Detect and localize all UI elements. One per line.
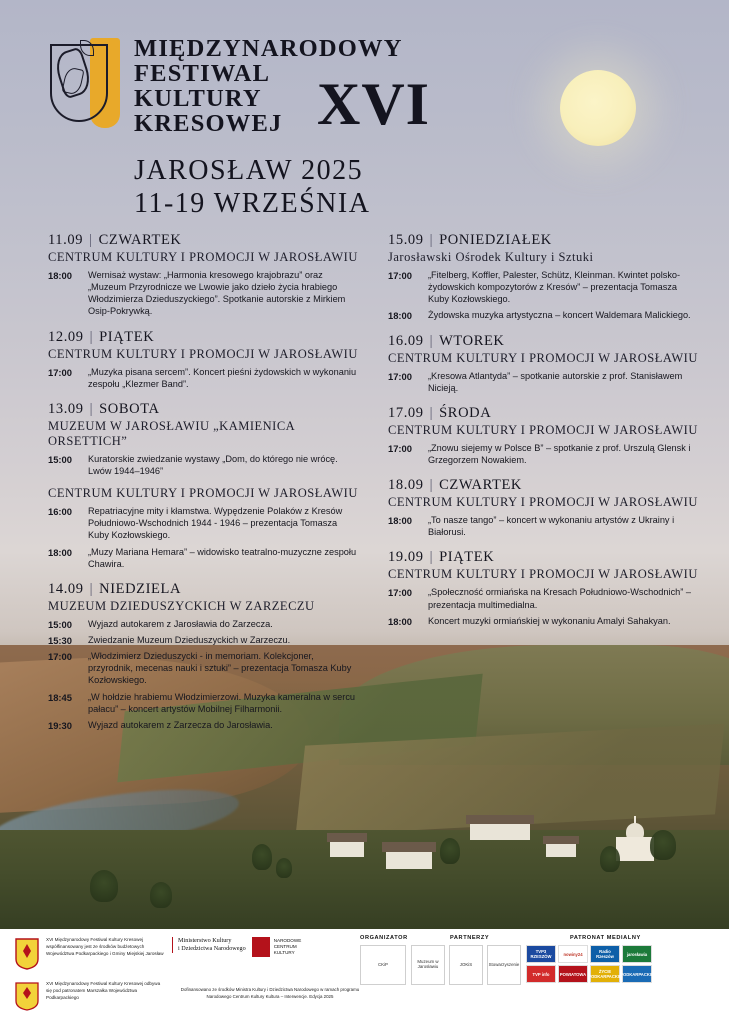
program-day-header <box>48 581 358 598</box>
program-event-time: 17:00 <box>388 370 412 382</box>
program-event <box>388 370 698 394</box>
city-and-dates <box>134 154 370 220</box>
program-event-description: „Znowu siejemy w Polsce B” – spotkanie z prof. Urszulą Glensk i Grzegorzem Nowakiem. <box>428 442 691 465</box>
program-event-time: 19:30 <box>48 719 72 731</box>
program-event <box>48 453 358 477</box>
program-venue: CENTRUM KULTURY I PROMOCJI W JAROSŁAWIU <box>48 346 358 361</box>
funding-note-1: XVI Międzynarodowy Festiwal Kultury Kresowej współfinansowany jest ze środków budżetowych Województwa Podkarpackiego i Gminy Miejskiej Jarosław <box>46 937 164 956</box>
program-day-weekday: PIĄTEK <box>99 328 155 345</box>
program-day <box>388 232 698 322</box>
program-event-description: „W hołdzie hrabiemu Włodzimierzowi. Muzyka kameralna w sercu pałacu” – koncert artystów Mobilnej Filharmonii. <box>88 691 356 714</box>
program-event <box>388 586 698 610</box>
program-event-time: 15:30 <box>48 634 72 646</box>
program-day <box>388 477 698 538</box>
program-event <box>388 269 698 305</box>
program-event-time: 18:00 <box>48 546 72 558</box>
program-event-time: 18:00 <box>48 270 72 281</box>
program-day-header <box>388 549 698 566</box>
program-day-weekday: CZWARTEK <box>439 477 523 494</box>
program-day-date: 15.09 <box>388 232 424 248</box>
program-event <box>48 618 358 630</box>
program-event-description: Kuratorskie zwiedzanie wystawy „Dom, do którego nie wrócę. Lwów 1944–1946” <box>88 453 338 476</box>
program-venue: CENTRUM KULTURY I PROMOCJI W JAROSŁAWIU <box>388 567 698 582</box>
program-event-time: 17:00 <box>48 651 72 663</box>
marshal-coat-of-arms-icon <box>14 981 40 1015</box>
media-patronage-heading: PATRONAT MEDIALNY <box>570 935 641 941</box>
program-day-weekday: NIEDZIELA <box>99 580 182 597</box>
media-partner-logo: TVP info <box>526 965 556 983</box>
program-event-description: Koncert muzyki ormiańskiej w wykonaniu Amalyi Sahakyan. <box>428 615 671 626</box>
program-event <box>48 505 358 541</box>
ncn-logo: NARODOWE CENTRUM KULTURY <box>252 937 302 957</box>
program-event-description: „Włodzimierz Dzieduszycki - in memoriam. Kolekcjoner, przyrodnik, mecenas nauki i sztuki” – prezentacja Tomasza Kuby Kozłowskiego. <box>88 651 352 686</box>
program-venue: MUZEUM W JAROSŁAWIU „KAMIENICA ORSETTICH” <box>48 418 295 448</box>
program-event-description: „Społeczność ormiańska na Kresach Południowo-Wschodnich” – prezentacja multimedialna. <box>428 587 691 610</box>
program-event-time: 18:00 <box>388 615 412 627</box>
program-event <box>48 719 358 731</box>
poster-footer <box>0 929 729 1024</box>
footer-logos-block <box>360 935 722 985</box>
separator: | <box>429 477 434 494</box>
program-day-header <box>388 333 698 350</box>
program-day-header <box>48 232 358 249</box>
separator: | <box>89 400 94 417</box>
program-event-description: Repatriacyjne mity i kłamstwa. Wypędzenie Polaków z Kresów Południowo-Wschodnich 1944 - 1946 – prezentacja Tomasza Kuby Kozłowskiego. <box>88 506 343 541</box>
program-event-time: 18:00 <box>388 310 412 322</box>
program-event-description: Wyjazd autokarem z Jarosławia do Zarzecza. <box>88 618 273 629</box>
title-line-3: KULTURY <box>134 84 262 112</box>
dates-line: 11-19 WRZEŚNIA <box>134 188 371 220</box>
program-column-left <box>48 232 358 742</box>
media-partner-logo: nowiny24 <box>558 945 588 963</box>
program-event <box>388 514 698 538</box>
program-day-weekday: ŚRODA <box>439 404 492 421</box>
program-day <box>388 549 698 626</box>
program-event-description: Wernisaż wystaw: „Harmonia kresowego krajobrazu” oraz „Muzeum Przyrodnicze we Lwowie jako dzieło życia hrabiego Włodzimierza Dzieduszyckiego”. Spotkanie autorskie z Mirkiem Osip-Pokrywką. <box>88 270 346 317</box>
program-day-header <box>388 405 698 422</box>
media-partner-logo: ŻYCIE PODKARPACKIE <box>590 965 620 983</box>
program-venue: CENTRUM KULTURY I PROMOCJI W JAROSŁAWIU <box>388 422 698 437</box>
media-partner-logo: jarosławia <box>622 945 652 963</box>
separator: | <box>89 580 94 597</box>
media-partner-logo: PODKARPACKIE <box>622 965 652 983</box>
program-event <box>48 691 358 715</box>
program-event-time: 17:00 <box>388 587 412 599</box>
program-event-description: „Kresowa Atlantyda” – spotkanie autorskie z prof. Stanisławem Nicieją. <box>428 370 683 393</box>
program-event-description: Zwiedzanie Muzeum Dzieduszyckich w Zarzeczu. <box>88 634 291 645</box>
program-venue: CENTRUM KULTURY I PROMOCJI W JAROSŁAWIU <box>48 486 358 501</box>
program-day-weekday: WTOREK <box>439 332 505 349</box>
program-day-date: 13.09 <box>48 400 84 417</box>
program-event-time: 15:00 <box>48 618 72 630</box>
program-day-header <box>48 401 358 418</box>
ncn-funding-note: Dofinansowano ze środków Ministra Kultury i Dziedzictwa Narodowego w ramach programu Narodowego Centrum Kultury Kultura – Interwencje. Edycja 2025 <box>180 987 360 999</box>
program-event-description: „To nasze tango” – koncert w wykonaniu artystów z Ukrainy i Białorusi. <box>428 515 675 538</box>
program-day-weekday: PIĄTEK <box>439 549 495 566</box>
program-day-weekday: PONIEDZIAŁEK <box>439 232 552 248</box>
program-event <box>48 650 358 686</box>
program-day-weekday: CZWARTEK <box>98 232 182 248</box>
organizer-logo-label: CKiP <box>377 961 388 967</box>
footer-funding-block <box>14 937 354 1021</box>
program-venue: Jarosławski Ośrodek Kultury i Sztuki <box>388 250 594 264</box>
separator: | <box>429 332 434 349</box>
separator: | <box>89 328 94 345</box>
program-event-description: Wyjazd autokarem z Zarzecza do Jarosławia. <box>88 719 273 730</box>
city-line: JAROSŁAW 2025 <box>134 155 364 186</box>
program-event-time: 17:00 <box>388 270 412 281</box>
separator: | <box>89 232 93 248</box>
program-event-description: „Fitelberg, Koffler, Palester, Schütz, Kleinman. Kwintet polsko-żydowskich kompozytorów z Kresów” – prezentacja Tomasza Kuby Kozłowskiego. <box>428 270 681 305</box>
program-event <box>48 546 358 570</box>
poster-header <box>42 35 430 220</box>
program-day-header <box>388 477 698 494</box>
moon-icon <box>560 70 636 146</box>
media-partner-logo: TVP3 RZESZÓW <box>526 945 556 963</box>
program-day <box>48 401 358 570</box>
title-line-4: KRESOWEJ <box>134 109 283 137</box>
program-day-header <box>48 329 358 346</box>
separator: | <box>429 232 434 248</box>
program-day-date: 14.09 <box>48 580 84 597</box>
partners-heading: PARTNERZY <box>450 935 490 941</box>
title-line-2: FESTIWAL <box>134 59 271 87</box>
program-event-time: 17:00 <box>388 442 412 454</box>
organizer-logo <box>360 945 406 985</box>
program-event <box>48 634 358 646</box>
program-event <box>48 366 358 390</box>
program-day <box>48 232 358 318</box>
program-column-right <box>388 232 698 638</box>
program-event-description: Żydowska muzyka artystyczna – koncert Waldemara Malickiego. <box>428 310 691 321</box>
program-day-date: 19.09 <box>388 549 424 566</box>
program-event-time: 18:00 <box>388 515 412 527</box>
festival-emblem-icon <box>50 38 124 134</box>
edition-number: XVI <box>316 71 430 137</box>
program-day <box>388 333 698 394</box>
program-event <box>48 269 358 318</box>
media-partner-logo: Radio Rzeszów <box>590 945 620 963</box>
media-partner-logo: POWIATOWA <box>558 965 588 983</box>
program-day <box>48 581 358 731</box>
partner-logo: Stowarzyszenie <box>487 945 521 985</box>
podkarpackie-coat-of-arms-icon <box>14 937 40 971</box>
ministry-logo: Ministerstwo Kultury i Dziedzictwa Narodowego <box>172 937 246 953</box>
program-event-description: „Muzy Mariana Hemara” – widowisko teatralno-muzyczne zespołu Chawira. <box>88 546 357 569</box>
program-day-date: 16.09 <box>388 332 424 349</box>
organizer-heading: ORGANIZATOR <box>360 935 408 941</box>
partner-logo: Muzeum w Jarosławiu <box>411 945 445 985</box>
program-day <box>48 329 358 390</box>
program-event <box>388 309 698 321</box>
program-event-time: 16:00 <box>48 506 72 518</box>
program-day <box>388 405 698 466</box>
program-event <box>388 442 698 466</box>
partner-logos <box>411 945 521 985</box>
program-day-date: 17.09 <box>388 404 424 421</box>
separator: | <box>429 404 434 421</box>
media-logos <box>526 945 652 983</box>
program-event-description: „Muzyka pisana sercem”. Koncert pieśni żydowskich w wykonaniu zespołu „Klezmer Band”. <box>88 366 357 389</box>
program-day-date: 18.09 <box>388 477 424 494</box>
separator: | <box>429 549 434 566</box>
festival-title <box>134 35 430 137</box>
program-venue: CENTRUM KULTURY I PROMOCJI W JAROSŁAWIU <box>48 250 358 264</box>
program-event-time: 15:00 <box>48 453 72 465</box>
program-day-date: 12.09 <box>48 328 84 345</box>
program-event-time: 18:45 <box>48 691 72 703</box>
title-line-1: MIĘDZYNARODOWY <box>134 35 403 62</box>
funding-note-2: XVI Międzynarodowy Festiwal Kultury Kresowej odbywa się pod patronatem Marszałka Województwa Podkarpackiego <box>46 981 161 1000</box>
program-event-time: 17:00 <box>48 366 72 378</box>
program-day-date: 11.09 <box>48 232 84 248</box>
program-venue: CENTRUM KULTURY I PROMOCJI W JAROSŁAWIU <box>388 495 698 510</box>
program-venue: CENTRUM KULTURY I PROMOCJI W JAROSŁAWIU <box>388 350 698 365</box>
program-day-header <box>388 232 698 249</box>
program-venue: MUZEUM DZIEDUSZYCKICH W ZARZECZU <box>48 598 315 613</box>
partner-logo: JOKiS <box>449 945 483 985</box>
program-event <box>388 615 698 627</box>
program-day-weekday: SOBOTA <box>99 400 160 417</box>
